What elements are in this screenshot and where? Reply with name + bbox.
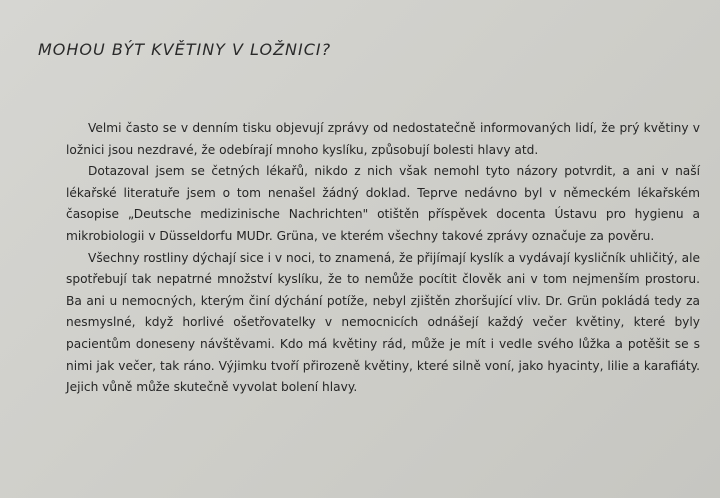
paragraph-1: Velmi často se v denním tisku objevují zprávy od nedostatečně informovaných lidí, že prý květiny v ložnici jsou nezdravé, že odebírají mnoho kyslíku, způsobují bolesti hlavy atd. xyxy=(66,121,700,157)
paragraph-2: Dotazoval jsem se četných lékařů, nikdo z nich však nemohl tyto názory potvrdit, a ani v naší lékařské literatuře jsem o tom nenašel žádný doklad. Teprve nedávno byl v německém lékařském časopise „Deutsche medizinische Nachrichten" otištěn příspěvek docenta Ústavu pro hygienu a mikrobiologii v Düsseldorfu MUDr. Grüna, ve kterém všechny takové zprávy označuje za pověru. xyxy=(66,164,700,243)
article-body xyxy=(66,118,700,399)
paragraph-3: Všechny rostliny dýchají sice i v noci, to znamená, že přijímají kyslík a vydávají kysličník uhličitý, ale spotřebují tak nepatrné množství kyslíku, že to nemůže pocítit člověk ani v tom nejmenším prostoru. Ba ani u nemocných, kterým činí dýchání potíže, nebyl zjištěn zhoršující vliv. Dr. Grün pokládá tedy za nesmyslné, když horlivé ošetřovatelky v nemocnicích odnášejí každý večer květiny, které byly pacientům doneseny návštěvami. Kdo má květiny rád, může je mít i vedle svého lůžka a potěšit se s nimi jak večer, tak ráno. Výjimku tvoří přirozeně květiny, které silně voní, jako hyacinty, lilie a karafiáty. Jejich vůně může skutečně vyvolat bolení hlavy. xyxy=(66,250,700,395)
article-title: MOHOU BÝT KVĚTINY V LOŽNICI? xyxy=(38,40,332,59)
